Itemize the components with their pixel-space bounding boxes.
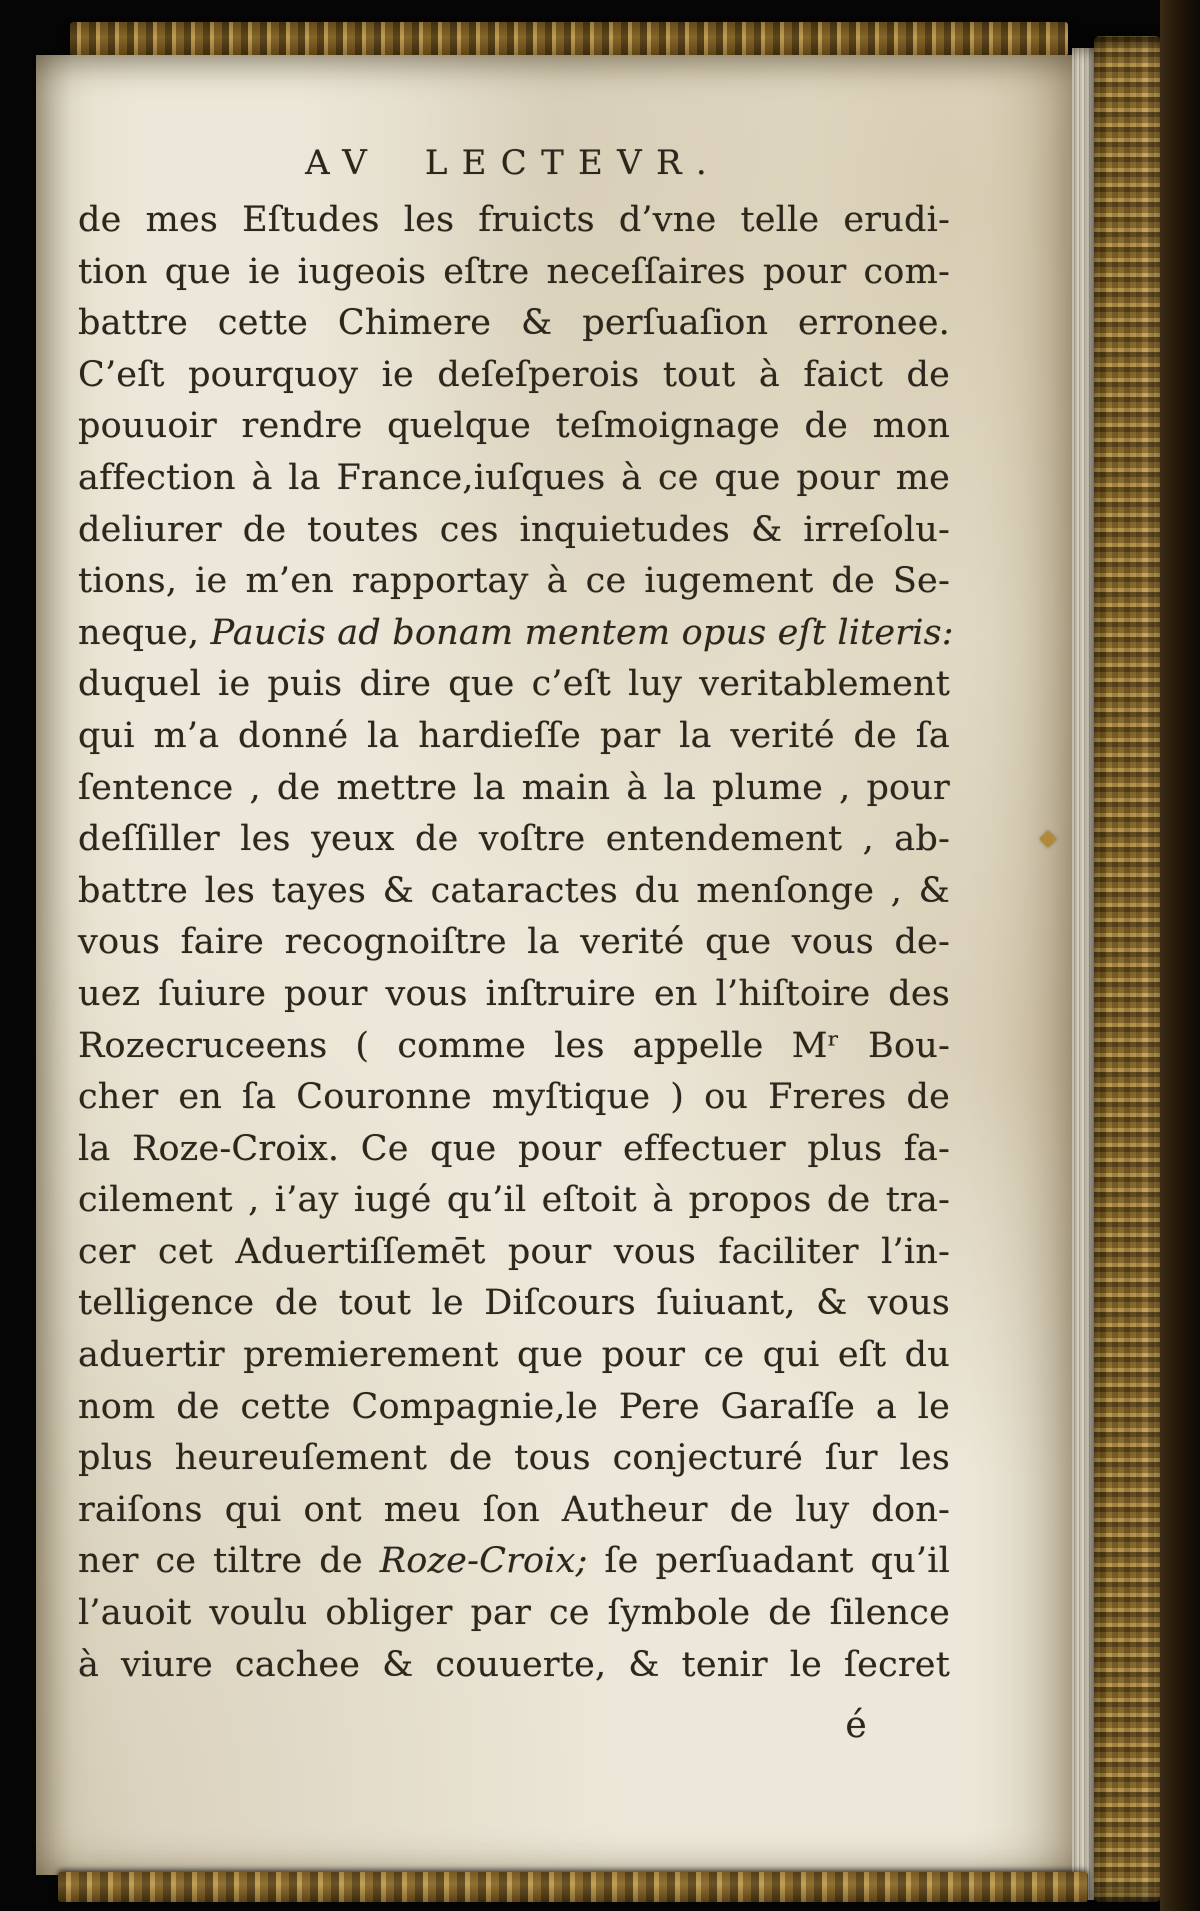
text-line: deliurer de toutes ces inquietudes & irreſolu- [78,509,950,550]
page-stack-edges [1072,48,1094,1900]
tiltre-prefix: ner ce tiltre de [78,1541,380,1582]
text-line: vous faire recognoiſtre la verité que vous de- [78,922,950,963]
text-line: la Roze-Croix. Ce que pour effectuer plus fa- [78,1128,950,1169]
text-line-latin-quote [78,608,954,660]
text-line: uez ſuiure pour vous inſtruire en l’hiſtoire des [78,973,950,1014]
text-line: raiſons qui ont meu ſon Autheur de luy don- [78,1489,950,1530]
text-line: plus heureuſement de tous conjecturé ſur les [78,1438,950,1479]
text-line: Rozecruceens ( comme les appelle Mʳ Bou- [78,1025,950,1066]
book-page [36,55,1072,1875]
catchword: é [845,1705,867,1746]
tiltre-suffix: ſe perſuadant qu’il [587,1541,950,1582]
page-header: AV LECTEVR. [305,143,721,183]
gilt-bottom-edge [58,1872,1088,1902]
text-line: battre les tayes & cataractes du menſonge , & [78,870,950,911]
text-line: de mes Eſtudes les fruicts d’vne telle erudi- [78,200,950,240]
text-line-title-italic [78,1536,950,1588]
text-line: tions, ie m’en rapportay à ce iugement de Se- [78,561,950,602]
text-line: battre cette Chimere & perſuaſion erronee. [78,303,950,344]
text-line: C’eſt pourquoy ie deſeſperois tout à faict de [78,354,950,395]
text-line: aduertir premierement que pour ce qui eſt du [78,1335,950,1376]
text-line: l’auoit voulu obliger par ce ſymbole de ſilence [78,1593,950,1634]
text-line: cilement , i’ay iugé qu’il eſtoit à propos de tra- [78,1180,950,1221]
text-line: telligence de tout le Diſcours ſuiuant, & vous [78,1283,950,1324]
latin-quote: Paucis ad bonam mentem opus eſt literis: [210,612,954,653]
quote-prefix: neque, [78,612,211,653]
text-line: deſſiller les yeux de voſtre entendement , ab- [78,819,950,860]
text-line: qui m’a donné la hardieſſe par la verité de ſa [78,715,950,756]
text-block [78,195,954,1691]
text-line: pouuoir rendre quelque teſmoignage de mon [78,406,950,447]
text-line: tion que ie iugeois eſtre neceſſaires pour com- [78,251,950,292]
text-line: ſentence , de mettre la main à la plume , pour [78,767,950,808]
book-cover-edge [1160,0,1200,1911]
text-line: à viure cachee & couuerte, & tenir le ſecret [78,1644,950,1685]
margin-fleuron-ornament [1040,831,1057,848]
text-line: cer cet Aduertiſſemēt pour vous faciliter l’in- [78,1231,950,1272]
text-line: affection à la France,iuſques à ce que pour me [78,457,950,498]
text-line: nom de cette Compagnie,le Pere Garaſſe a le [78,1386,950,1427]
gilt-fore-edge [1094,36,1164,1902]
gilt-top-edge [70,22,1068,56]
roze-croix-italic: Roze-Croix; [379,1541,588,1582]
text-line: duquel ie puis dire que c’eſt luy veritablement [78,664,950,705]
text-line: cher en ſa Couronne myſtique ) ou Freres de [78,1077,950,1118]
